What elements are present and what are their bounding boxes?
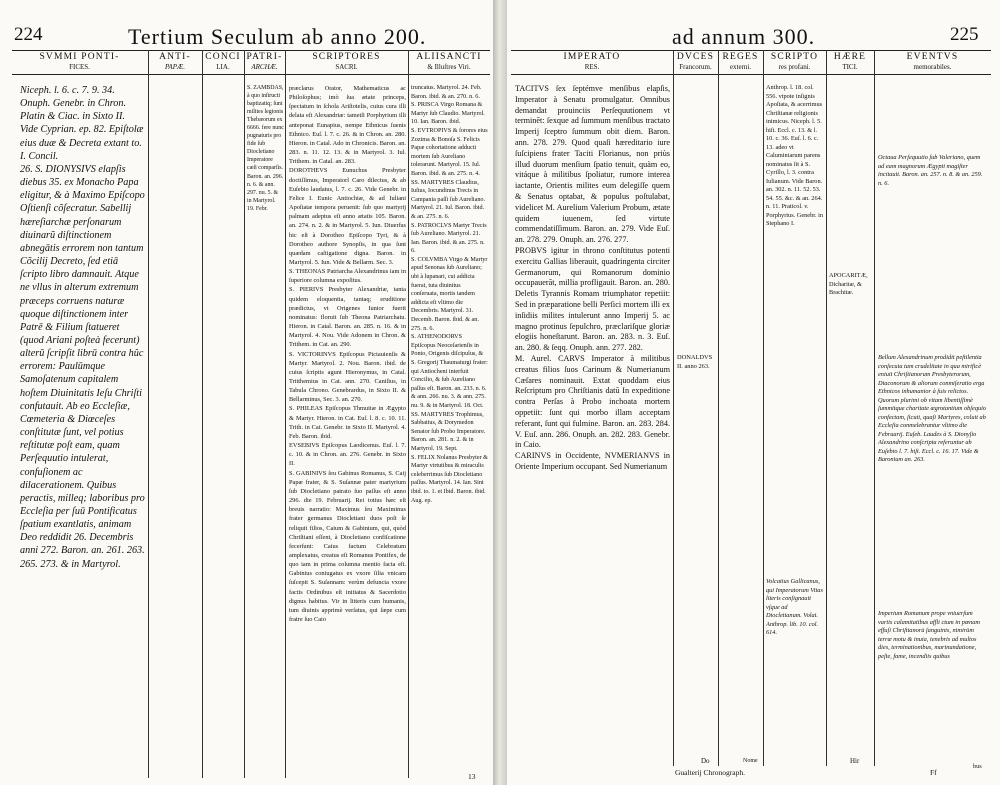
header-popes: SVMMI PONTI- FICES. (39, 52, 120, 71)
patriarchae-text: S. ZAMBDAS, à quo inſtructi baptizatiq; ſunt milites legionis Thebæorum ex 6666. fere nunc pugnaturis pro fide ſub Diocletiano Imperatore cæſi comparſis. Baron. an. 296. n. 6. & ann. 297. nu. 5. & in Martyrol. 19. Febr. (247, 85, 284, 212)
right-running-title: ad annum 300. (672, 24, 816, 49)
header-haeretici: HÆRE TICI. (833, 52, 867, 71)
eventus-text-2: Bellum Alexandrinum prodidit peſtilentia conſecuta tam crudelitate in qua mirificè eniuit Chriſtianorum Presbyterorum, Diaconorum & aliorum conmiſeratio erga Ethnicos inhumanior à ſuis relictos. Quorum plurimi ob vitam libentiſſimè ſummitque charitate ægrotantium obſequio confectam, ſicuti, quaſi Martyres, coluit ab Eccleſia conmelebrantur vltimo die Februarij. Euſeb. Laudes à S. Dionyſio Alexandrino conſcripta referuntur ab Euſebio l. 7. hiſt. Eccl. c. 16. 17. Vide & Baronium an. 263. (878, 354, 987, 463)
left-running-title: Tertium Seculum ab anno 200. (128, 24, 427, 49)
header-rule-top (12, 50, 490, 51)
scriptores-sacri-text: præclarus Orator, Mathematicus ac Philoſophus; imò ſua ætate princeps, ſpectatum in ſchola Ariſtotelis, cuius cura illi delata eſt Alexandriæ: tametſi Porphyrium illi anteponat Eunapius, nempe Ethnicus ſuenis Ethnico. Euſ. l. 7. c. 26. & in Chron. an. 280. Hieron. in Catal. Ado in Chronicis. Baron. an. 283. n. 11. 12. 13. & in Martyrol. 3. Iul. Trithem. in Catal. an. 283. DOROTHEVS Eunuchus Presbyter doctiſſimus, Imperatorĩ Caro dilectus, & ab Euſebio laudatus, l. 7. c. 26. Vide Genebr. in Felice I. Eunic Antiochiæ, & ad Iuliani Apoſtatæ tempora peruenit: ſub quo martyrij palmam adeptus eſt anno ætatis 105. Baron. an. 274. n. 2. & in Martyrol. 5. Iun. Diuerſus hic eſt à Dorotheo Epiſcopo Tyri, & à Dorotheo authore Synopſis, in qua ſunt quædam caſtigatione digna. Baron. in Martyrol. 5. Iun. Vide & Bellarm. Sec. 3. S. THEONAS Patriarcha Alexandrinus iam in ſuperiore columna expoſitus. S. PIERIVS Presbyter Alexandriæ, tanta quidem eloquentia, tantaq; eruditione prædictus, vt Origenes Iunior fuerit nominatus: floruit ſub Theona Patriarchatu. Hieron. in Catal. Baron. an. 285. n. 16. & in Martyrol. 4. Nou. Vide Adonem in Chron. & Trithem. in Cat. an. 290. S. VICTORINVS Epiſcopus Pictauienſis & Martyr. Martyrol. 2. Nou. Baron. ibid. de cuius ſcriptis agunt Hieronymus, in Catal. Tritthemius in Cat. ann. 270. Caniſius, in Tabula Chrono. Genebrardus, in Sixto II. & Bellarminus, Sec. 3. an. 270. S. PHILEAS Epiſcopus Thmuitæ in Ægypto & Martyr. Hieron. in Cat. Euſ. l. 8. c. 10. 11. Trith. in Cat. Genebr. in Sixto II. Martyrol. 4. Feb. Baron. ibid. EVSEBIVS Epiſcopus Laodicenus. Euſ. l. 7. c. 10. & in Chron. an. 276. Genebr. in Sixto II. S. GABINIVS ſeu Gabinus Romanus, S. Caij Papæ frater, & S. Suſannæ pater martyrium ſub Diocletiano patrato ſuo paſſus eſt anno 296. die 19. Februarij. Rei totius hæc eſt breuis narratio: Maximus ſeu Maximinus frater germanus Diocletiani duos poſt ſe reliquit filios, Caium & Gabinium, qui, quòd Chriſtiani eſſent, à Diocletiano confiſcatione fecerſunt: Caius factum Celebratum amplexatus, creatus eſt Romanus Pontifex, de quo iam in prima columna mentio facta eſt. Gabinius coniugatus ex vxore ſilia vnicam ſuſcepit S. Suſannam: verùm defuncta vxore factis Ordinibus eſt initiatus & Sacerdotio dignus habitus. Vir in litteris cum humanis, tum diuinis apprimè verſatus, qui ſæpe cum fratre ſuo Caio (289, 85, 406, 624)
header-eventus: EVENTVS memorabiles. (906, 52, 959, 71)
popes-text: Niceph. l. 6. c. 7. 9. 34. Onuph. Genebr. in Chron. Platin & Ciac. in Sixto II. Vide Cyprian. ep. 82. Epiſtolæ eius duæ & Decreta extant to. I. Concil. 26. S. DIONYSIVS elapſis diebus 35. ex Monacho Papa eligitur, & à Maximo Epiſcopo Oſtienſi cõſecratur. Sabellij hæreſiarchæ perſonarum diuinarũ diſtinctionem abnegātis errorem non tantum Cõcilij Decreto, ſed etiā ſcripto libro damnauit. Atque ne vllus in alterum extremum præceps corruens naturæ quoque diſtinctionem inter Patrē & Filium ſtatueret (quod Ariani poſteà fecerunt) alterū ſcripſit librū contra hûc errorem: Paulūmque Samoſatenum capitalem hoſtem Diuinitatis Ieſu Chriſti confutauit. Ab eo Eccleſiæ, Cœmeteria & Diœceſes conſtitutæ ſunt, vel potius reſtitutæ poſt eam, quam Perſequutio intulerat, confuſionem ac dilacerationem. Quibus peractis, milleq; laboribus pro Eccleſia per ſuū Pontificatus ſpatium exantlatis, animam Deo reddidit 26. Decembris anni 272. Baron. an. 261. 263. 265. 273. & in Martyrol. (20, 85, 145, 570)
duces-text: DONALDVS II. anno 263. (677, 354, 713, 370)
scriptores-profani-text-2: Volcatius Gallicanus, qui Imperatorum Vitas literis conſignauit vſque ad Diocletianum. Volat. Anthrop. lib. 10. col. 614. (766, 578, 823, 636)
reges-catchword: Nome (743, 758, 758, 764)
left-page-number: 224 (14, 24, 43, 45)
header-imperatores: IMPERATO RES. (563, 52, 621, 71)
imperatores-text: TACITVS ſex ſeptémve menſibus elapſis, Imperator à Senatu promulgatur. Omnibus demandat prouinciis Perſequutionem vt terminēt: ſexque ad ſummum menſibus tractato Imperij ſceptro ſummum obit diem. Baron. ann. 278. 279. Quod quaſi hæreditario iure ſuſcipiens frater Taciti Florianus, non priùs illud duorum menſium ſpatio tenuit, quàm eo, vitáque à militibus ſpoliatur, rumore interea iactante, Orientis milites eum delegiſſe quem & Senatus optabat, & populus poſtulabat, videlicet M. Aurelium Valerium Probum, ætate quidem iuuenem, ſed virtute commendatiſſimum. Baron. an. 279. Vide Euſ. an. 278. 279. Onuph. an. 276. 277. PROBVS igitur in throno conſtitutus potenti exercitu Gallias liberauit, quadringenta circiter Germanorum, qui Romanorum dominio occupauerāt, millia profligauit. Baron. an. 280. Deletis Tyrannis Romam triumphator repetiit: Sed in præparatione belli Perſici mortem illi ex inſidiis milites intulerunt anno Imperij 5. ac magno protinus ſepulchro, præclariſque gloriæ elogiis honeſtarunt. Baron. an. 283. n. 3. Euſ. an. 280. & ſeqq. Onuph. ann. 277. 282. M. Aurel. CARVS Imperator à militibus creatus filios ſuos Carinum & Numerianum Cæſares nominauit. Extat quoddam eius Reſcriptum pro Chriſtianis datū In expeditione contra Perſas à Probo inchoata mortem oppetiit: ſunt qui morbo illam acceptam referant, ſunt qui fulmine. Baron. an. 283. 284. V. Euſ. ann. 286. Onuph. an. 282. 283. Genebr. in Caio. CARINVS in Occidente, NVMERIANVS in Oriente Imperium occupant. Sed Numerianum (515, 84, 670, 471)
scriptores-profani-text-1: Anthrop. l. 18. col. 556. vtpote inſignis Apoſtata, & acerrimus Chriſtianæ religionis inimicus. Niceph. l. 5. hiſt. Eccl. c. 13. & l. 10. c. 36. Euſ. l. 6. c. 13. adeo vt Caluminiarum parens nominatus ſit à S. Cyrillo, l. 3. contra Iulianum. Vide Baron. an. 302. n. 11. 52. 53. 54. 55. &c. & an. 264. n. 11. Praticol. v. Porphyrius. Genebr. in Stephano I. (766, 84, 824, 227)
eventus-catchword: bus (973, 763, 982, 770)
haeretici-text: APOCARITÆ, Dicharitæ, & Brachitæ. (829, 272, 868, 296)
signature-mark: Ff (930, 768, 937, 777)
duces-catchword: Do (701, 757, 710, 765)
alii-sancti-text: truncatus. Martyrol. 24. Feb. Baron. ibid. & an. 270. n. 6. S. PRISCA Virgo Romana & Martyr ſub Claudio. Martyrol. 10. Ian. Baron. ibid. S. EVTROPIVS & ſorores eius Zozima & Bonoſa S. Felicis Papæ cohortatione adducti mortem ſub Aureliano tolerarunt. Martyrol. 15. Iul. Baron. ibid. & an. 275. n. 4. SS. MARTYRES Claudius, Iuſtus, Iocundinus Trecis in Campania paſſi ſub Aureliano. Martyrol. 21. Iul. Baron. ibid. & an. 275. n. 6. S. PATROCLVS Martyr Trecis ſub Aureliano. Martyrol. 21. Ian. Baron. ibid. & an. 275. n. 6. S. COLVMBA Virgo & Martyr apud Senonas ſub Aureliano; ubi à lupanari, cui addicta fuerat, tuta diuinitus conſeruata, mortis tandem addicta eſt vltimo die Decembris. Martyrol. 31. Decemb. Baron. ibid. & an. 275. n. 6. S. ATHENODORVS Epiſcopus Neoceſarienſis in Ponto, Origenis diſcipulus, & S. Gregorij Thaumaturgi frater: qui Antiocheni interfuit Concilio, & ſub Aureliano paſſus eſt. Baron. an. 233. n. 6. & ann. 266. nu. 3. & ann. 275. nu. 9. & in Martyrol. 18. Oct. SS. MARTYRES Trophimus, Sabbatius, & Dorymedon Senator ſub Probo Imperatore. Baron. an. 281. n. 2. & in Martyrol. 19. Sept. S. FELIX Nolanus Presbyter & Martyr virtutibus & miraculis celeberrimus ſub Diocletiano paſſus. Martyrol. 14. Ian. Sint ibid. to. 1. et Ibid. Baron. ibid. Aug. ep. (411, 85, 488, 504)
header-scriptores-profani: SCRIPTO res profani. (770, 52, 819, 71)
left-catchword: 13 (468, 772, 476, 781)
header-reges: REGES externi. (722, 52, 759, 71)
left-page (0, 0, 493, 785)
header-duces: DVCES Francorum. (676, 52, 715, 71)
book-gutter (493, 0, 507, 785)
header-rule-bottom (12, 74, 490, 75)
right-page (507, 0, 1000, 785)
header-scriptores-sacri: SCRIPTORES SACRI. (312, 52, 381, 71)
header-patriarchae: PATRI- ARCHÆ. (246, 52, 283, 71)
eventus-text-1: Octaua Perſequutio ſub Valeriano, quem ad eam magnorum Ægypti magiſter incitauit. Baron. an. 257. n. 8. & an. 259. n. 6. (878, 154, 983, 187)
right-page-number: 225 (950, 24, 979, 45)
header-alii-sancti: ALIISANCTI & Illuſtres Viri. (416, 52, 482, 71)
header-concilia: CONCI LIA. (205, 52, 241, 71)
footer-printer: Gualterij Chronograph. (675, 768, 745, 777)
eventus-text-3: Imperium Romanum prope vniuerſum variis calamitatibus affli ctum in pœnam effuſi Chriſtianorū ſanguinis, nimirūm terræ motu & inuia, tenebris ad multos dies, terminationibus, marinundatione, peſte, fame, incendiis quibus (878, 610, 980, 660)
header-antipapae: ANTI- PAPÆ. (159, 52, 191, 71)
haeretici-catchword: Hir (850, 757, 860, 765)
